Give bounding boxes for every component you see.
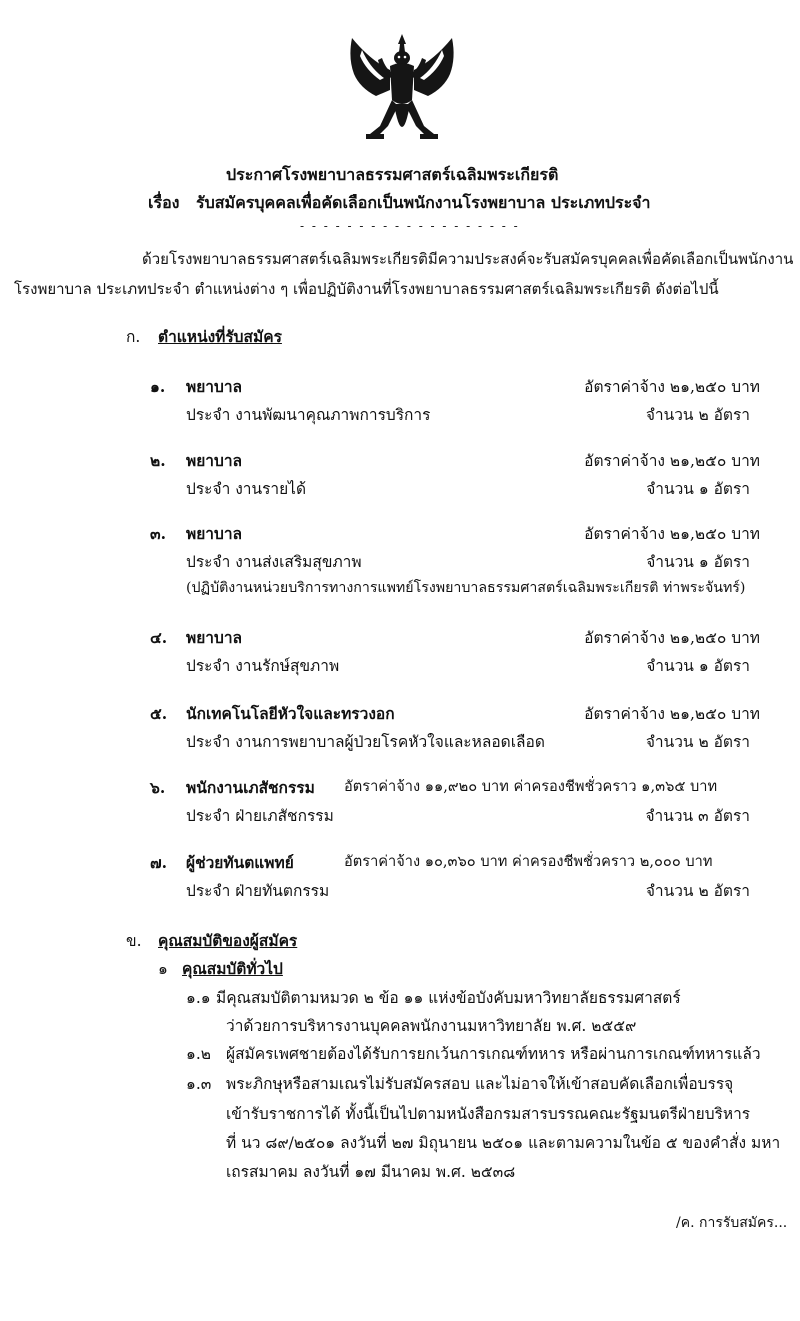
subject-text: รับสมัครบุคคลเพื่อคัดเลือกเป็นพนักงานโรงพยาบาล ประเภทประจำ [196,193,651,212]
position-salary: อัตราค่าจ้าง ๑๑,๙๒๐ บาท ค่าครองชีพชั่วคราว ๑,๓๖๕ บาท [344,778,718,795]
position-unit: ประจำ งานพัฒนาคุณภาพการบริการ [186,406,431,424]
position-number: ๗. [150,853,168,872]
qualification-line: พระภิกษุหรือสามเณรไม่รับสมัครสอบ และไม่อาจให้เข้าสอบคัดเลือกเพื่อบรรจุ [226,1075,734,1093]
qualification-number: ๑.๓ [186,1075,212,1093]
position-salary: อัตราค่าจ้าง ๒๑,๒๕๐ บาท [584,452,760,470]
sub-section-number: ๑ [158,960,168,978]
qualification-line: ที่ นว ๘๙/๒๕๐๑ ลงวันที่ ๒๗ มิถุนายน ๒๕๐๑ และตามความในข้อ ๕ ของคำสั่ง มหา [226,1134,781,1152]
announcement-title: ประกาศโรงพยาบาลธรรมศาสตร์เฉลิมพระเกียรติ [226,165,559,184]
intro-line-1: ด้วยโรงพยาบาลธรรมศาสตร์เฉลิมพระเกียรติมีความประสงค์จะรับสมัครบุคคลเพื่อคัดเลือกเป็นพนักงาน [142,250,794,268]
position-number: ๑. [150,377,166,396]
position-note: (ปฏิบัติงานหน่วยบริการทางการแพทย์โรงพยาบาลธรรมศาสตร์เฉลิมพระเกียรติ ท่าพระจันทร์) [186,580,746,596]
position-count: จำนวน ๒ อัตรา [645,406,750,424]
position-count: จำนวน ๒ อัตรา [645,733,750,751]
position-title: ผู้ช่วยทันตแพทย์ [186,853,294,872]
position-unit: ประจำ ฝ่ายเภสัชกรรม [186,807,334,825]
position-title: พยาบาล [186,628,243,647]
garuda-emblem-icon [340,30,464,154]
position-title: พยาบาล [186,451,243,470]
position-count: จำนวน ๑ อัตรา [646,553,750,571]
position-salary: อัตราค่าจ้าง ๒๑,๒๕๐ บาท [584,629,760,647]
position-count: จำนวน ๓ อัตรา [645,807,750,825]
qualification-number: ๑.๑ [186,989,211,1007]
intro-line-2: โรงพยาบาล ประเภทประจำ ตำแหน่งต่าง ๆ เพื่อปฏิบัติงานที่โรงพยาบาลธรรมศาสตร์เฉลิมพระเกียรติ ดังต่อไปนี้ [14,280,719,298]
qualification-line: ว่าด้วยการบริหารงานบุคคลพนักงานมหาวิทยาลัย พ.ศ. ๒๕๕๙ [226,1017,637,1035]
position-unit: ประจำ งานการพยาบาลผู้ป่วยโรคหัวใจและหลอดเลือด [186,733,545,751]
position-salary: อัตราค่าจ้าง ๒๑,๒๕๐ บาท [584,705,760,723]
position-unit: ประจำ งานรายได้ [186,480,307,498]
position-number: ๕. [150,704,168,723]
section-b-marker: ข. [126,932,142,950]
qualification-line: เถรสมาคม ลงวันที่ ๑๗ มีนาคม พ.ศ. ๒๕๓๘ [226,1163,516,1181]
position-unit: ประจำ ฝ่ายทันตกรรม [186,882,330,900]
sub-section-heading: คุณสมบัติทั่วไป [182,959,283,978]
position-title: นักเทคโนโลยีหัวใจและทรวงอก [186,704,395,723]
position-count: จำนวน ๒ อัตรา [645,882,750,900]
section-a-heading: ตำแหน่งที่รับสมัคร [158,327,282,346]
position-unit: ประจำ งานรักษ์สุขภาพ [186,657,340,675]
position-title: พยาบาล [186,524,243,543]
qualification-line: มีคุณสมบัติตามหมวด ๒ ข้อ ๑๑ แห่งข้อบังคับมหาวิทยาลัยธรรมศาสตร์ [216,989,681,1007]
position-title: พยาบาล [186,377,243,396]
position-title: พนักงานเภสัชกรรม [186,778,315,797]
position-number: ๓. [150,524,166,543]
position-salary: อัตราค่าจ้าง ๒๑,๒๕๐ บาท [584,525,760,543]
position-salary: อัตราค่าจ้าง ๑๐,๓๖๐ บาท ค่าครองชีพชั่วคราว ๒,๐๐๐ บาท [344,853,713,870]
subject-label: เรื่อง [148,193,180,212]
section-b-heading: คุณสมบัติของผู้สมัคร [158,931,298,950]
qualification-number: ๑.๒ [186,1045,211,1063]
qualification-line: เข้ารับราชการได้ ทั้งนี้เป็นไปตามหนังสือกรมสารบรรณคณะรัฐมนตรีฝ่ายบริหาร [226,1105,751,1123]
position-number: ๔. [150,628,168,647]
position-number: ๖. [150,778,166,797]
position-count: จำนวน ๑ อัตรา [646,480,750,498]
position-unit: ประจำ งานส่งเสริมสุขภาพ [186,553,362,571]
position-count: จำนวน ๑ อัตรา [646,657,750,675]
title-divider: - - - - - - - - - - - - - - - - - - - [300,219,520,233]
position-number: ๒. [150,451,166,470]
continued-marker: /ค. การรับสมัคร... [676,1215,788,1231]
section-a-marker: ก. [126,328,141,346]
position-salary: อัตราค่าจ้าง ๒๑,๒๕๐ บาท [584,378,760,396]
qualification-line: ผู้สมัครเพศชายต้องได้รับการยกเว้นการเกณฑ์ทหาร หรือผ่านการเกณฑ์ทหารแล้ว [226,1045,761,1063]
